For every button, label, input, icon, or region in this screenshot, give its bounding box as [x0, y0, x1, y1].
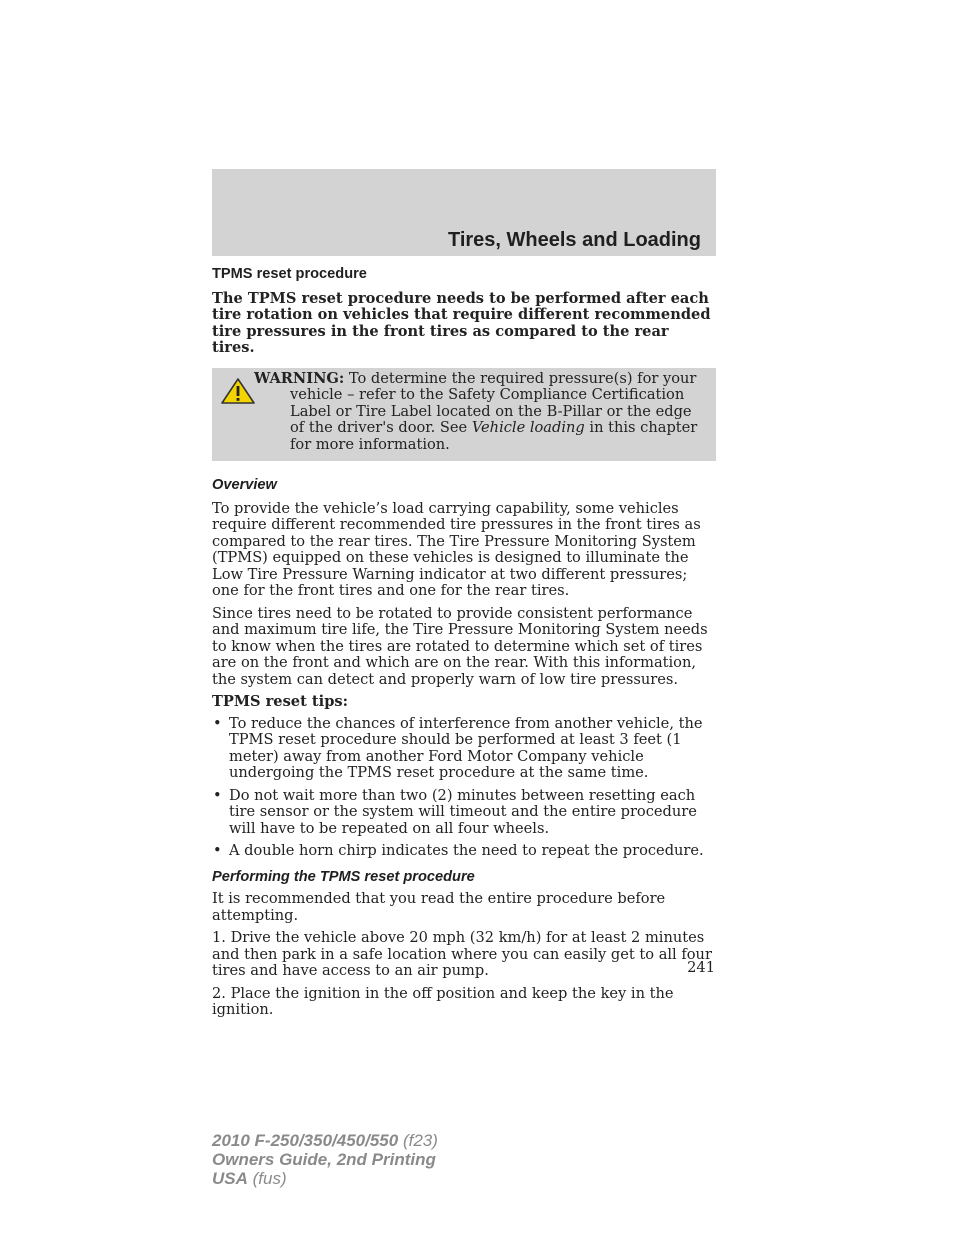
- warning-text: [254, 371, 710, 454]
- warning-text-before: To determine the required pressure(s) for your vehicle – refer to the Safety Compliance Certification Label or Tire Label located on the B-Pillar or the edge of the driver's door. See: [290, 369, 697, 436]
- footer-line-2: Owners Guide, 2nd Printing: [212, 1150, 436, 1169]
- section-title: Tires, Wheels and Loading: [447, 229, 701, 251]
- page-content: [212, 266, 716, 1019]
- footer-market-code: (fus): [247, 1169, 287, 1188]
- footer-line-3: [212, 1169, 438, 1188]
- list-item: [212, 788, 716, 838]
- warning-box: [212, 368, 716, 462]
- footer-market: USA: [212, 1169, 248, 1188]
- performing-heading: Performing the TPMS reset procedure: [212, 868, 475, 885]
- overview-paragraph-2: Since tires need to be rotated to provide consistent performance and maximum tire life, the Tire Pressure Monitoring System needs to know when the tires are rotated to determine which set of tires are on the front and which are on the rear. With this information, the system can detect and properly warn of low tire pressures.: [212, 604, 708, 688]
- bullet-icon: •: [213, 786, 222, 804]
- step-2: 2. Place the ignition in the off position and keep the key in the ignition.: [212, 984, 674, 1018]
- warning-triangle-icon: [220, 377, 256, 405]
- performing-paragraph: It is recommended that you read the entire procedure before attempting.: [212, 890, 666, 924]
- warning-label: WARNING:: [254, 369, 345, 387]
- footer-model: 2010 F-250/350/450/550: [212, 1131, 399, 1150]
- footer: [212, 1131, 438, 1188]
- warning-text-after: in this chapter for more information.: [290, 419, 698, 453]
- footer-model-code: (f23): [398, 1131, 438, 1150]
- bullet-icon: •: [213, 842, 222, 859]
- footer-line-1: [212, 1131, 438, 1150]
- tip-text-3: A double horn chirp indicates the need to repeat the procedure.: [229, 842, 704, 859]
- tip-text-2: Do not wait more than two (2) minutes between resetting each tire sensor or the system will timeout and the entire procedure will have to be repeated on all four wheels.: [229, 786, 697, 837]
- overview-paragraph-1: To provide the vehicle’s load carrying capability, some vehicles require different recommended tire pressures in the front tires as compared to the rear tires. The Tire Pressure Monitoring System (TPMS) equipped on these vehicles is designed to illuminate the Low Tire Pressure Warning indicator at two different pressures; one for the front tires and one for the rear tires.: [212, 499, 701, 599]
- list-item: [212, 716, 716, 782]
- vehicle-loading-reference: Vehicle loading: [471, 419, 585, 436]
- page-number: 241: [687, 959, 715, 976]
- tips-list: [212, 716, 716, 860]
- step-1: 1. Drive the vehicle above 20 mph (32 km/h) for at least 2 minutes and then park in a safe location where you can easily get to all four tires and have access to an air pump.: [212, 929, 712, 979]
- list-item: [212, 843, 716, 860]
- tpms-intro-paragraph: The TPMS reset procedure needs to be performed after each tire rotation on vehicles that require different recommended tire pressures in the front tires as compared to the rear tires.: [212, 289, 711, 356]
- tips-heading: TPMS reset tips:: [212, 693, 348, 710]
- tip-text-1: To reduce the chances of interference from another vehicle, the TPMS reset procedure should be performed at least 3 feet (1 meter) away from another Ford Motor Company vehicle undergoing the TPMS reset procedure at the same time.: [229, 714, 703, 781]
- section-header-band: [212, 169, 716, 256]
- overview-heading: Overview: [212, 477, 277, 493]
- bullet-icon: •: [213, 714, 222, 732]
- tpms-reset-heading: TPMS reset procedure: [212, 266, 367, 282]
